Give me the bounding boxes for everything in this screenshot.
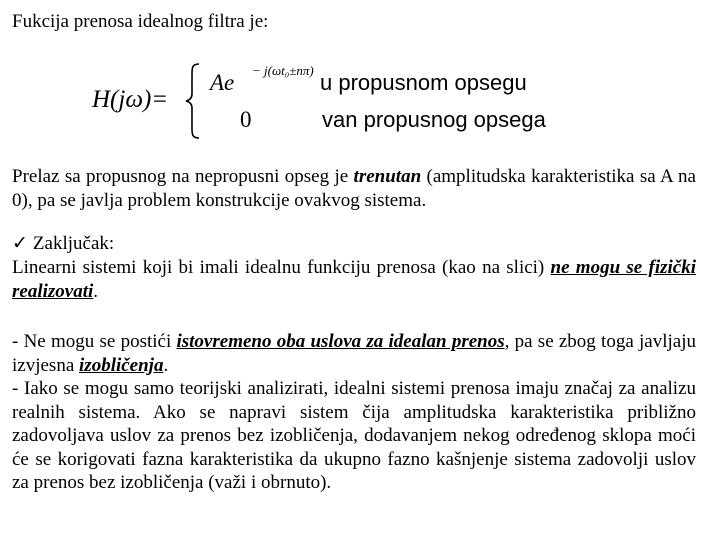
paragraph-conditions [12, 330, 696, 377]
formula-lhs: H(jω)= [92, 86, 169, 113]
para3-text-e: . [163, 354, 169, 376]
paragraph-transition [12, 165, 696, 212]
left-brace [184, 62, 202, 140]
para3-text-a: - Ne mogu se postići [12, 331, 177, 352]
para2-text-a: Linearni sistemi koji bi imali idealnu funkciju prenosa (kao na slici) [12, 257, 551, 278]
para1-text-a: Prelaz sa propusnog na nepropusni opseg je [12, 166, 354, 187]
para2-text-c: . [93, 280, 99, 302]
case1-expression [210, 63, 314, 96]
heading: Fukcija prenosa idealnog filtra je: [12, 11, 269, 32]
paragraph-conclusion [12, 256, 696, 303]
para3-emphasis: istovremeno oba uslova za idealan prenos [176, 331, 505, 352]
para1-text-c: (amplitudska karakteristika sa A na 0), pa se javlja problem konstrukcije ovakvog sistema. [12, 166, 696, 211]
para3-text-c: , pa se zbog toga javljaju izvjesna [12, 331, 696, 376]
transfer-function-formula [90, 62, 560, 140]
para1-emphasis: trenutan [353, 166, 422, 187]
case2-condition: van propusnog opsega [322, 107, 546, 132]
case1-condition: u propusnom opsegu [320, 70, 527, 95]
case1-exponent: − j(ωt₀±nπ) [252, 63, 314, 78]
paragraph-ideal-systems: - Iako se mogu samo teorijski analizirati, idealni sistemi prenosa imaju značaj za analizu realnih sistema. Ako se napravi sistem čija amplitudska karakteristika približno zadovoljava uslov za prenos bez izobličenja, dodavanjem nekog određenog sklopa moći će se korigovati fazna karakteristika da ukupno fazno kašnjenje sistema zadovolji uslov za prenos bez izobličenja (važi i obrnuto). [12, 378, 696, 493]
case2-value: 0 [240, 107, 252, 132]
checkmark-icon: ✓ [12, 233, 28, 254]
case1-value: Ae [210, 70, 235, 95]
para2-emphasis: ne mogu se fizički realizovati [12, 257, 696, 302]
para3-distortion: izobličenja [79, 354, 164, 376]
conclusion-heading [12, 232, 696, 256]
conclusion-label: Zaključak: [32, 233, 115, 254]
